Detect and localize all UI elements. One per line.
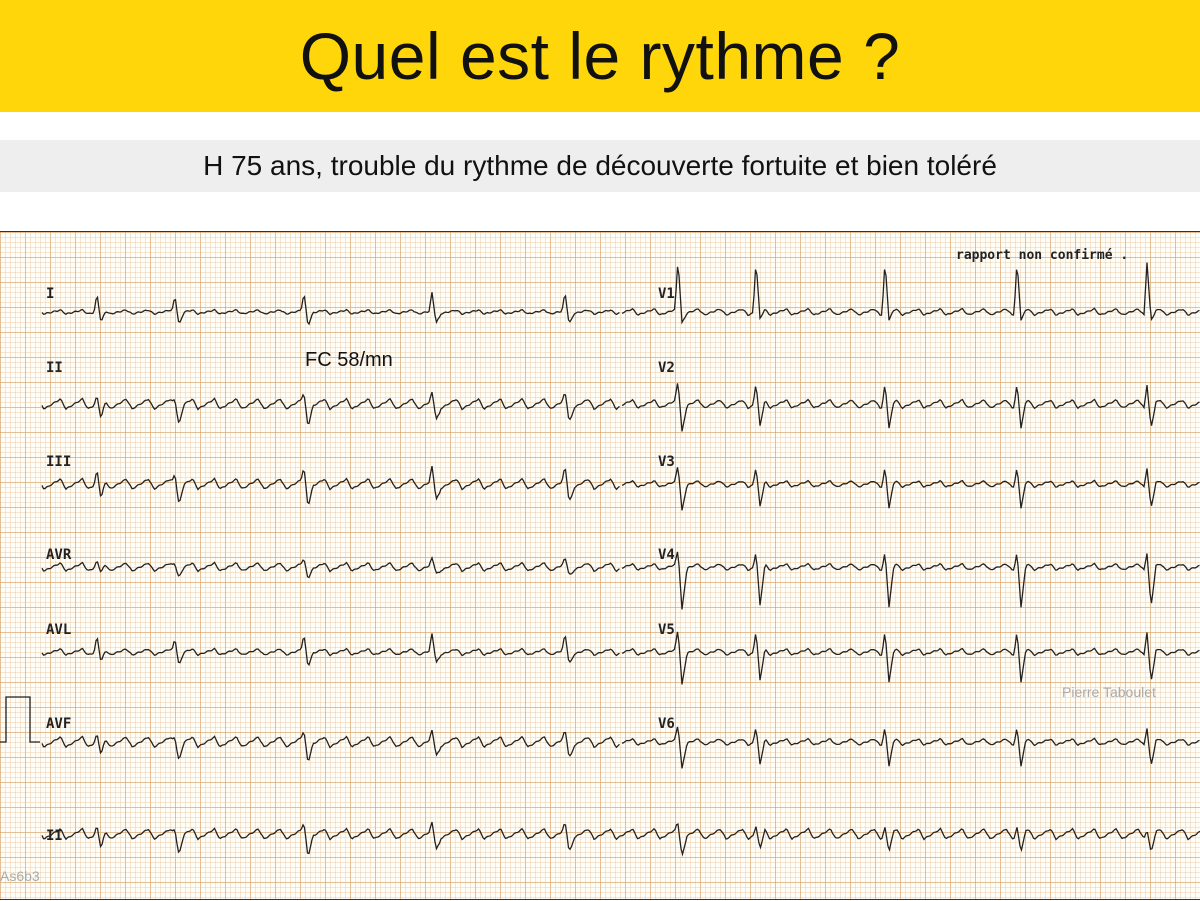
trace-iii <box>42 466 620 503</box>
case-description: H 75 ans, trouble du rythme de découverte fortuite et bien toléré <box>203 150 997 181</box>
trace-i <box>42 292 620 324</box>
title-banner <box>0 0 1200 112</box>
lead-label-v6: V6 <box>658 716 675 732</box>
trace-avl <box>42 634 620 665</box>
reference-code: As6b3 <box>0 868 40 884</box>
lead-label-v1: V1 <box>658 286 675 302</box>
lead-label-v4: V4 <box>658 547 675 563</box>
trace-v1 <box>622 263 1200 323</box>
trace-v5 <box>622 632 1200 685</box>
lead-label-avf: AVF <box>46 716 72 732</box>
lead-label-v3: V3 <box>658 454 675 470</box>
lead-label-avr: AVR <box>46 547 72 563</box>
report-status: rapport non confirmé . <box>956 248 1129 263</box>
trace-avr <box>42 558 620 578</box>
case-banner <box>0 140 1200 192</box>
lead-label-rhythm-ii: II <box>46 828 63 844</box>
trace-ii <box>42 392 620 423</box>
ecg-traces <box>0 232 1200 901</box>
lead-label-i: I <box>46 286 55 302</box>
calibration-pulse <box>0 697 40 742</box>
trace-rhythm-ii <box>42 822 1200 854</box>
trace-v6 <box>622 727 1200 769</box>
lead-label-v2: V2 <box>658 360 675 376</box>
trace-v3 <box>622 467 1200 510</box>
page-title: Quel est le rythme ? <box>299 19 901 93</box>
ecg-tracing <box>0 231 1200 900</box>
trace-avf <box>42 730 620 760</box>
author-watermark: Pierre Taboulet <box>1062 684 1156 700</box>
lead-label-avl: AVL <box>46 622 72 638</box>
heart-rate-label: FC 58/mn <box>305 349 393 371</box>
lead-label-iii: III <box>46 454 72 470</box>
lead-label-ii: II <box>46 360 63 376</box>
trace-v2 <box>622 383 1200 431</box>
trace-v4 <box>622 552 1200 610</box>
lead-label-v5: V5 <box>658 622 675 638</box>
